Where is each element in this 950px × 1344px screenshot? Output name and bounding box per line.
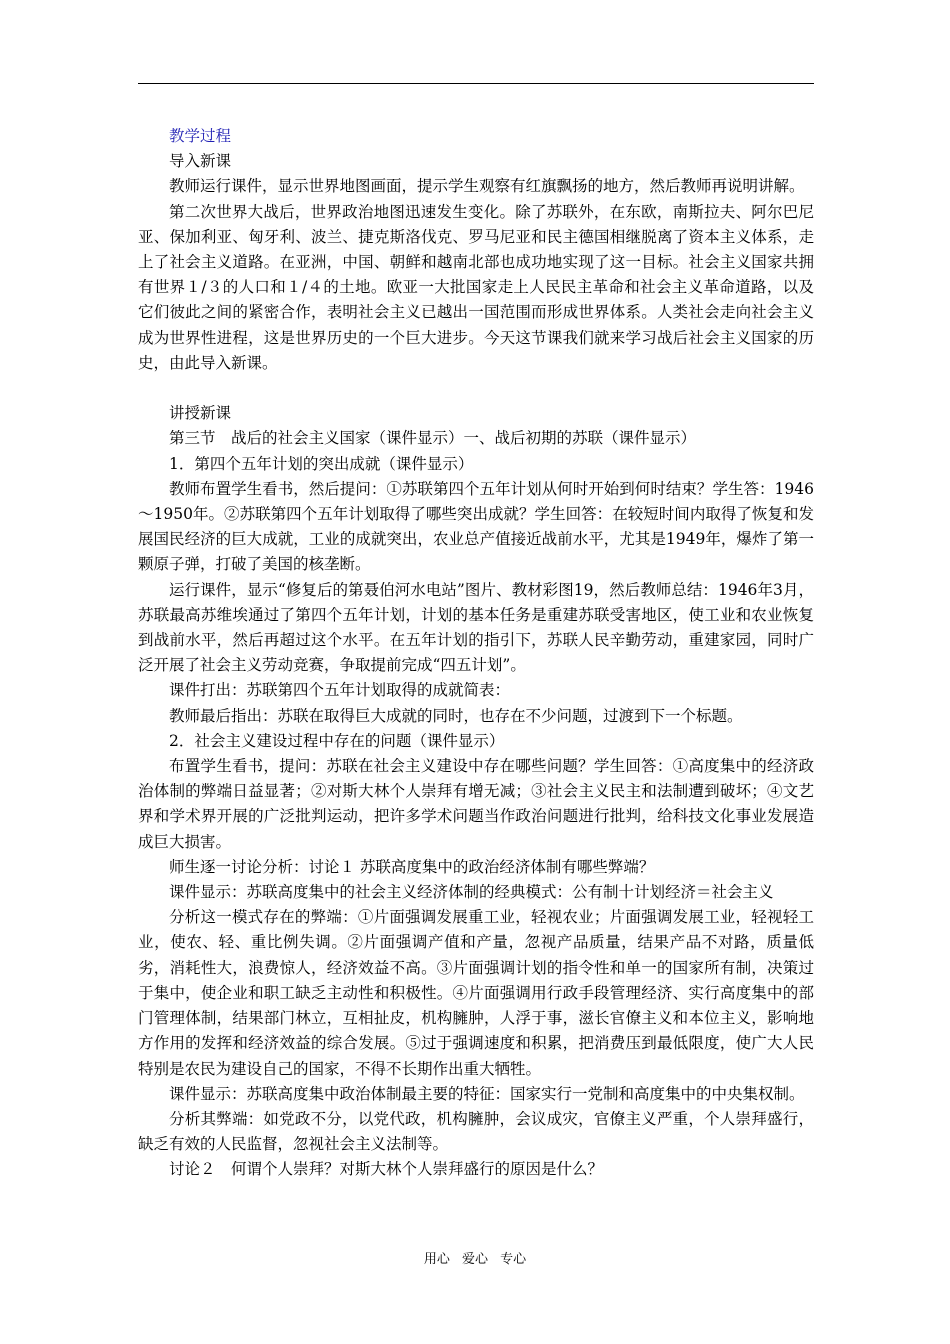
paragraph: 2．社会主义建设过程中存在的问题（课件显示） — [169, 731, 505, 750]
footer-text: 用心 — [423, 1252, 450, 1267]
paragraph: 分析这一模式存在的弊端：①片面强调发展重工业，轻视农业；片面强调发展工业，轻视轻工业，使农、轻、重比例失调。②片面强调产值和产量，忽视产品质量，结果产品不对路，质量低劣，消耗性大，浪费惊人，经济效益不高。③片面强调计划的指令性和单一的国家所有制，决策过于集中，使企业和职工缺乏主动性和积极性。④片面强调用行政手段管理经济、实行高度集中的部门管理体制，结果部门林立，互相扯皮，机构臃肿，人浮于事，滋长官僚主义和本位主义，影响地方作用的发挥和经济效益的综合发展。⑤过于强调速度和积累，把消费压到最低限度，使广大人民特别是农民为建设自己的国家，不得不长期作出重大牺牲。 — [138, 908, 814, 1078]
paragraph: 布置学生看书，提问：苏联在社会主义建设中存在哪些问题？学生回答：①高度集中的经济政治体制的弊端日益显著；②对斯大林个人崇拜有增无减；③社会主义民主和法制遭到破坏；④文艺界和学术界开展的广泛批判运动，把许多学术问题当作政治问题进行批判，给科技文化事业发展造成巨大损害。 — [138, 757, 814, 851]
paragraph: 运行课件，显示“修复后的第聂伯河水电站”图片、教材彩图19，然后教师总结：1946年3月，苏联最高苏维埃通过了第四个五年计划，计划的基本任务是重建苏联受害地区，使工业和农业恢复到战前水平，然后再超过这个水平。在五年计划的指引下，苏联人民辛勤劳动，重建家园，同时广泛开展了社会主义劳动竞赛，争取提前完成“四五计划”。 — [138, 580, 814, 675]
paragraph: 第三节 战后的社会主义国家（课件显示）一、战后初期的苏联（课件显示） — [169, 429, 697, 448]
page-footer — [0, 1248, 950, 1267]
header-rule — [138, 83, 814, 84]
footer-text: 爱心 — [461, 1252, 488, 1267]
paragraph: 课件显示：苏联高度集中的社会主义经济体制的经典模式：公有制十计划经济＝社会主义 — [169, 883, 774, 902]
paragraph: 教师最后指出：苏联在取得巨大成就的同时，也存在不少问题，过渡到下一个标题。 — [169, 706, 743, 725]
footer-text: 专心 — [500, 1252, 527, 1267]
paragraph: 讨论２ 何谓个人崇拜？对斯大林个人崇拜盛行的原因是什么？ — [169, 1160, 604, 1179]
paragraph: 课件打出：苏联第四个五年计划取得的成就简表： — [169, 681, 511, 700]
paragraph: 1．第四个五年计划的突出成就（课件显示） — [169, 454, 474, 473]
document-body — [138, 124, 814, 1183]
paragraph: 分析其弊端：如党政不分，以党代政，机构臃肿，会议成灾，官僚主义严重，个人崇拜盛行，缺乏有效的人民监督，忽视社会主义法制等。 — [138, 1109, 814, 1154]
paragraph: 课件显示：苏联高度集中政治体制最主要的特征：国家实行一党制和高度集中的中央集权制。 — [169, 1084, 805, 1103]
paragraph: 教师运行课件，显示世界地图画面，提示学生观察有红旗飘扬的地方，然后教师再说明讲解。 — [169, 177, 805, 196]
paragraph: 第二次世界大战后，世界政治地图迅速发生变化。除了苏联外，在东欧，南斯拉夫、阿尔巴尼亚、保加利亚、匈牙利、波兰、捷克斯洛伐克、罗马尼亚和民主德国相继脱离了资本主义体系，走上了社会主义道路。在亚洲，中国、朝鲜和越南北部也成功地实现了这一目标。社会主义国家共拥有世界１/３的人口和１/４的土地。欧亚一大批国家走上人民民主革命和社会主义革命道路，以及它们彼此之间的紧密合作，表明社会主义已越出一国范围而形成世界体系。人类社会走向社会主义成为世界性进程，这是世界历史的一个巨大进步。今天这节课我们就来学习战后社会主义国家的历史，由此导入新课。 — [138, 202, 814, 372]
paragraph: 讲授新课 — [169, 404, 232, 423]
paragraph: 师生逐一讨论分析：讨论１ 苏联高度集中的政治经济体制有哪些弊端？ — [169, 857, 655, 876]
paragraph: 导入新课 — [169, 152, 232, 171]
blank-line — [138, 376, 814, 401]
section-heading: 教学过程 — [169, 127, 232, 145]
paragraph: 教师布置学生看书，然后提问：①苏联第四个五年计划从何时开始到何时结束？学生答：1946～1950年。②苏联第四个五年计划取得了哪些突出成就？学生回答：在较短时间内取得了恢复和发展国民经济的巨大成就，工业的成就突出，农业总产值接近战前水平，尤其是1949年，爆炸了第一颗原子弹，打破了美国的核垄断。 — [138, 479, 814, 574]
